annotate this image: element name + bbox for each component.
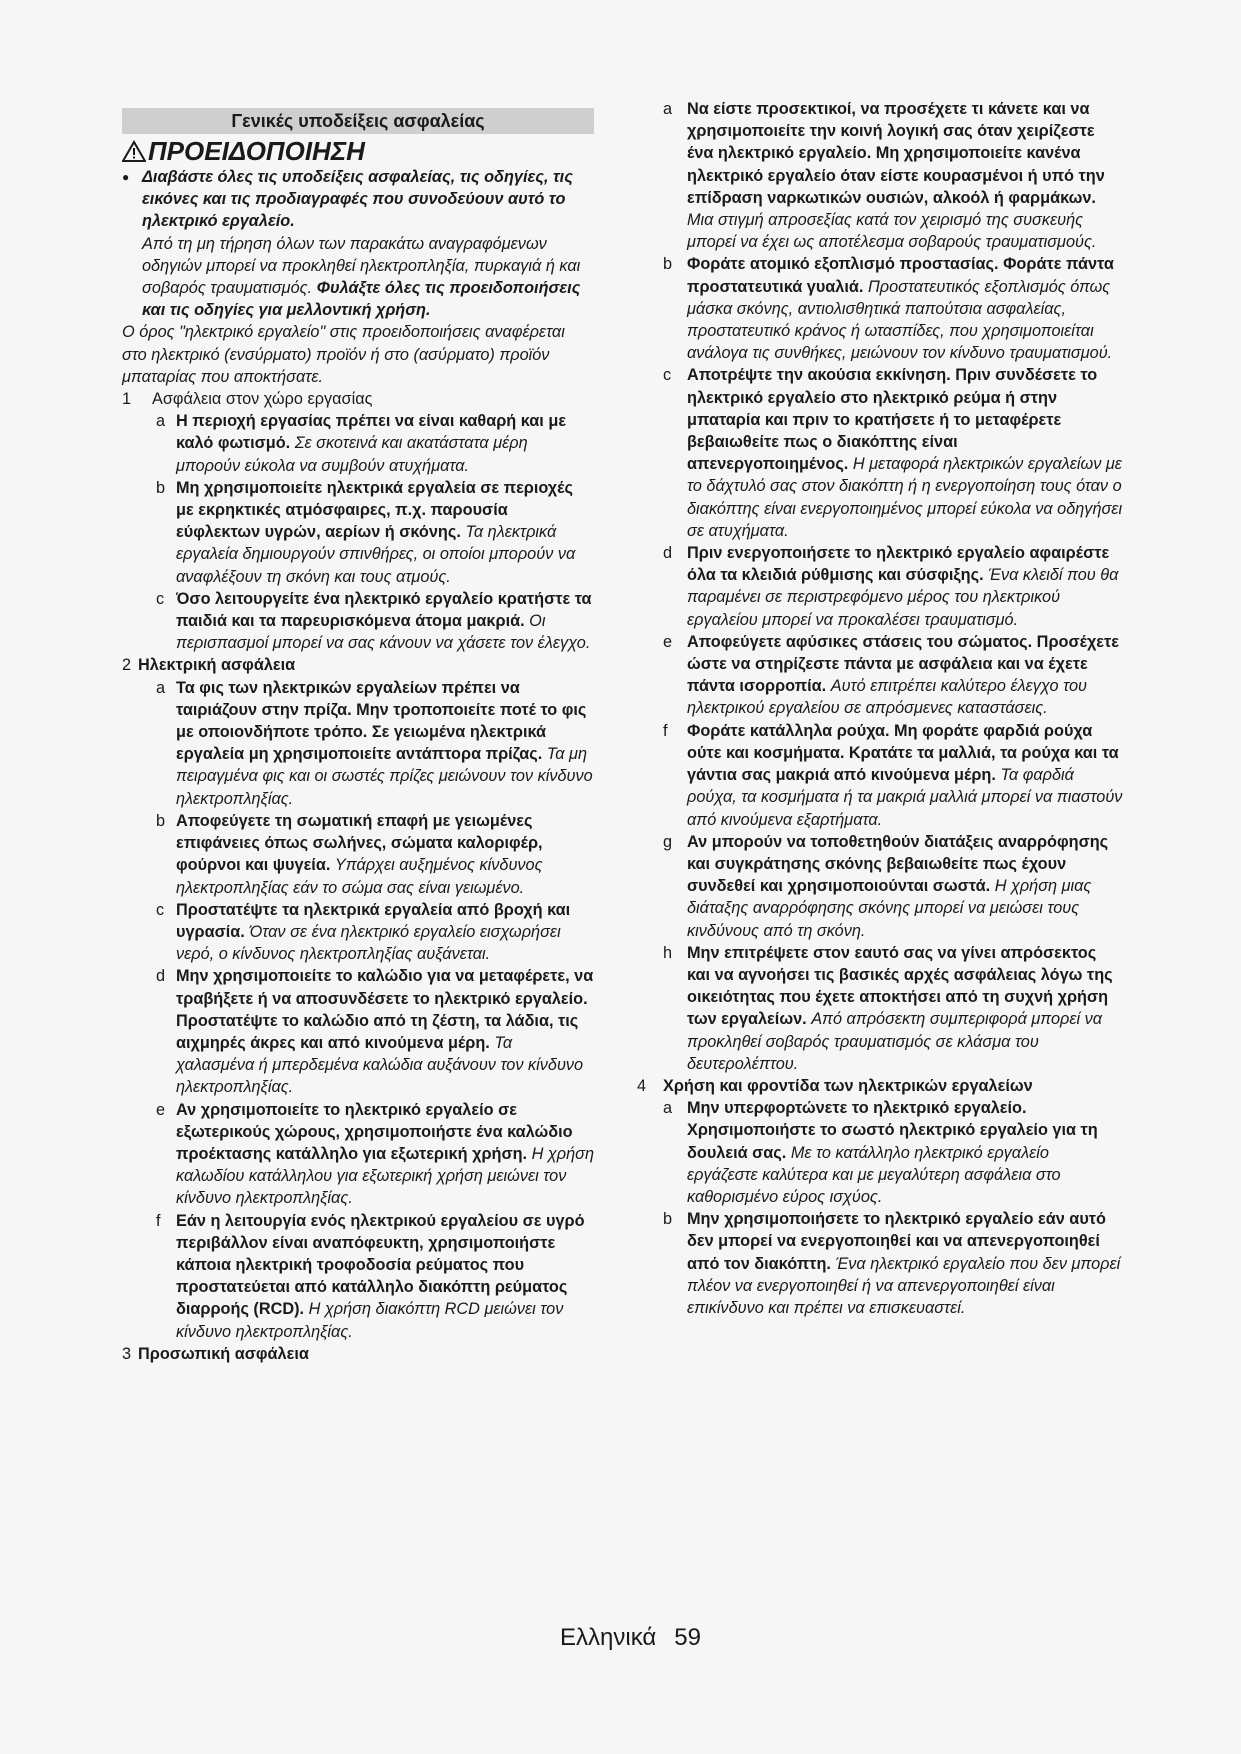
- s2-item-a: [122, 677, 594, 810]
- item-label: f: [156, 1211, 161, 1230]
- section-3-title: 3 Προσωπική ασφάλεια: [122, 1344, 309, 1363]
- item-label: a: [663, 1099, 673, 1118]
- item-label: c: [156, 589, 165, 608]
- section-4-items: [663, 1097, 1123, 1319]
- item-label: c: [156, 900, 165, 919]
- section-1-title: 1 Ασφάλεια στον χώρο εργασίας: [122, 390, 373, 409]
- item-label: b: [663, 255, 673, 274]
- item-label: a: [663, 100, 673, 118]
- item-text: Φοράτε ατομικό εξοπλισμό προστασίας. Φοράτε πάντα προστατευτικά γυαλιά. Προστατευτικός εξοπλισμός όπως μάσκα σκόνης, αντιολισθητικά παπούτσια ασφαλείας, προστατευτικό κράνος ή ωτασπίδες, που χρησιμοποιείται ανάλογα τις συνθήκες, μειώνουν τον κίνδυνο τραυματισμού.: [687, 255, 1114, 363]
- intro-bullet: ● Διαβάστε όλες τις υποδείξεις ασφαλείας, τις οδηγίες, τις εικόνες και τις προδιαγραφές που συνοδεύουν αυτό το ηλεκτρικό εργαλείο. Από τη μη τήρηση όλων των παρακάτω αναγραφόμενων οδηγιών μπορεί να προκληθεί ηλεκτροπληξία, πυρκαγιά ή και σοβαρός τραυματισμός. Φυλάξτε όλες τις προειδοποιήσεις και τις οδηγίες για μελλοντική χρήση.: [122, 166, 594, 321]
- page-footer: [560, 1624, 719, 1652]
- item-text: Μην επιτρέψετε στον εαυτό σας να γίνει απρόσεκτος και να αγνοήσει τις βασικές αρχές ασφάλειας λόγω της οικειότητας που έχετε αποκτήσει από τη συχνή χρήση των εργαλείων. Από απρόσεκτη συμπεριφορά μπορεί να προκληθεί σοβαρός τραυματισμός σε κλάσμα του δευτερολέπτου.: [687, 943, 1113, 1073]
- left-column: [122, 108, 594, 1365]
- s3-item-c: [663, 364, 1123, 542]
- s2-item-c: [122, 899, 594, 966]
- s1-item-b: [122, 477, 594, 588]
- item-label: f: [663, 721, 668, 740]
- item-text: Αποτρέψτε την ακούσια εκκίνηση. Πριν συνδέσετε το ηλεκτρικό εργαλείο στο ηλεκτρικό ρεύμα ή στην μπαταρία και πριν το κρατήσετε ή το μεταφέρετε βεβαιωθείτε πως ο διακόπτης είναι απενεργοποιημένος. Η μεταφορά ηλεκτρικών εργαλείων με το δάχτυλό σας στον διακόπτη ή η ενεργοποίηση τους όταν ο διακόπτης είναι ενεργοποιημένος μπορεί εύκολα να οδηγήσει σε ατυχήματα.: [687, 366, 1123, 540]
- item-label: a: [156, 678, 166, 697]
- s3-item-a: [663, 98, 1123, 253]
- item-label: c: [663, 366, 672, 385]
- s2-item-b: [122, 810, 594, 899]
- right-column: [637, 98, 1123, 1319]
- term-note: Ο όρος "ηλεκτρικό εργαλείο" στις προειδοποιήσεις αναφέρεται στο ηλεκτρικό (ενσύρματο) προϊόν ή στο (ασύρματο) προϊόν μπαταρίας που αποκτήσατε.: [122, 323, 565, 386]
- s3-item-f: [663, 720, 1123, 831]
- s3-item-g: [663, 831, 1123, 942]
- bullet-dot-icon: ●: [122, 170, 130, 184]
- item-text: Μη χρησιμοποιείτε ηλεκτρικά εργαλεία σε περιοχές με εκρηκτικές ατμόσφαιρες, π.χ. παρουσία εύφλεκτων υγρών, αερίων ή σκόνης. Τα ηλεκτρικά εργαλεία δημιουργούν σπινθήρες, οι οποίοι μπορούν να αναφλέξουν τη σκόνη και τους ατμούς.: [176, 478, 576, 586]
- section-heading: Γενικές υποδείξεις ασφαλείας: [122, 108, 594, 134]
- item-text: Αν χρησιμοποιείτε το ηλεκτρικό εργαλείο σε εξωτερικούς χώρους, χρησιμοποιήστε ένα καλώδιο προέκτασης κατάλληλο για εξωτερική χρήση. Η χρήση καλωδίου κατάλληλου για εξωτερική χρήση μειώνει τον κίνδυνο ηλεκτροπληξίας.: [176, 1100, 594, 1208]
- section-3-items: [663, 98, 1123, 1075]
- s4-item-b: [663, 1208, 1123, 1319]
- s3-item-d: [663, 542, 1123, 631]
- s3-item-e: [663, 631, 1123, 720]
- s2-item-e: [122, 1099, 594, 1210]
- warning-triangle-icon: [122, 140, 146, 162]
- item-label: d: [663, 544, 673, 563]
- item-text: Αποφεύγετε τη σωματική επαφή με γειωμένες επιφάνειες όπως σωλήνες, σώματα καλοριφέρ, φούρνοι και ψυγεία. Υπάρχει αυξημένος κίνδυνος ηλεκτροπληξίας εάν το σώμα σας είναι γειωμένο.: [176, 811, 543, 897]
- s1-item-c: [122, 588, 594, 655]
- s2-item-d: [122, 965, 594, 1098]
- item-text: Μην χρησιμοποιείτε το καλώδιο για να μεταφέρετε, να τραβήξετε ή να αποσυνδέσετε το ηλεκτρικό εργαλείο. Προστατέψτε το καλώδιο από τη ζέστη, τα λάδια, τις αιχμηρές άκρες και από κινούμενα μέρη. Τα χαλασμένα ή μπερδεμένα καλώδια αυξάνουν τον κίνδυνο ηλεκτροπληξίας.: [176, 967, 594, 1097]
- section-4-title: 4 Χρήση και φροντίδα των ηλεκτρικών εργαλείων: [637, 1076, 1033, 1095]
- s4-item-a: [663, 1097, 1123, 1208]
- page-number: 59: [674, 1624, 701, 1651]
- item-label: b: [663, 1210, 673, 1229]
- item-text: Τα φις των ηλεκτρικών εργαλείων πρέπει να ταιριάζουν στην πρίζα. Μην τροποποιείτε ποτέ το φις με οποιονδήποτε τρόπο. Σε γειωμένα ηλεκτρικά εργαλεία μη χρησιμοποιείτε αντάπτορα πρίζας. Τα μη πειραγμένα φις και οι σωστές πρίζες μειώνουν τον κίνδυνο ηλεκτροπληξίας.: [176, 678, 593, 808]
- item-text: Πριν ενεργοποιήσετε το ηλεκτρικό εργαλείο αφαιρέστε όλα τα κλειδιά ρύθμισης και σύσφιξης. Ένα κλειδί που θα παραμένει σε περιστρεφόμενο μέρος του ηλεκτρικού εργαλείου μπορεί να προκαλέσει τραυματισμό.: [687, 544, 1119, 629]
- section-2-items: [122, 677, 594, 1343]
- item-label: b: [156, 478, 166, 497]
- item-label: a: [156, 412, 166, 431]
- warning-title: ΠΡΟΕΙΔΟΠΟΙΗΣΗ: [122, 136, 594, 166]
- item-label: g: [663, 832, 673, 851]
- item-text: Όσο λειτουργείτε ένα ηλεκτρικό εργαλείο κρατήστε τα παιδιά και τα παρευρισκόμενα άτομα μακριά. Οι περισπασμοί μπορεί να σας κάνουν να χάσετε τον έλεγχο.: [176, 589, 592, 653]
- item-text: Αν μπορούν να τοποθετηθούν διατάξεις αναρρόφησης και συγκράτησης σκόνης βεβαιωθείτε πως έχουν συνδεθεί και χρησιμοποιούνται σωστά. Η χρήση μιας διάταξης αναρρόφησης σκόνης μπορεί να μειώσει τους κινδύνους από τη σκόνη.: [687, 832, 1109, 940]
- s3-item-h: [663, 942, 1123, 1075]
- section-2-title: 2 Ηλεκτρική ασφάλεια: [122, 656, 296, 675]
- item-text: Εάν η λειτουργία ενός ηλεκτρικού εργαλείου σε υγρό περιβάλλον είναι αναπόφευκτη, χρησιμοποιήστε κάποια ηλεκτρική τροφοδοσία ρεύματος που προστατεύεται από κατάλληλο διακόπτη ρεύματος διαρροής (RCD). Η χρήση διακόπτη RCD μειώνει τον κίνδυνο ηλεκτροπληξίας.: [176, 1211, 585, 1341]
- item-text: Φοράτε κατάλληλα ρούχα. Μη φοράτε φαρδιά ρούχα ούτε και κοσμήματα. Κρατάτε τα μαλλιά, τα ρούχα και τα γάντια σας μακριά από κινούμενα μέρη. Τα φαρδιά ρούχα, τα κοσμήματα ή τα μακριά μαλλιά μπορεί να πιαστούν από κινούμενα εξαρτήματα.: [687, 721, 1123, 829]
- item-label: e: [663, 632, 673, 651]
- s2-item-f: [122, 1210, 594, 1343]
- footer-language: Ελληνικά: [560, 1624, 657, 1651]
- item-text: Αποφεύγετε αφύσικες στάσεις του σώματος. Προσέχετε ώστε να στηρίζεστε πάντα με ασφάλεια και να έχετε πάντα ισορροπία. Αυτό επιτρέπει καλύτερο έλεγχο του ηλεκτρικού εργαλείου σε απρόσμενες καταστάσεις.: [687, 632, 1120, 718]
- item-label: d: [156, 967, 166, 986]
- s1-item-a: [122, 410, 594, 477]
- section-1-items: [122, 410, 594, 654]
- item-label: e: [156, 1100, 166, 1119]
- s3-item-b: [663, 253, 1123, 364]
- item-label: b: [156, 811, 166, 830]
- item-text: Να είστε προσεκτικοί, να προσέχετε τι κάνετε και να χρησιμοποιείτε την κοινή λογική σας όταν χειρίζεστε ένα ηλεκτρικό εργαλείο. Μη χρησιμοποιείτε κανένα ηλεκτρικό εργαλείο όταν είστε κουρασμένοι ή υπό την επίδραση ναρκωτικών ουσιών, αλκοόλ ή φαρμάκων. Μια στιγμή απροσεξίας κατά τον χειρισμό της συσκευής μπορεί να έχει ως αποτέλεσμα σοβαρούς τραυματισμούς.: [687, 100, 1105, 252]
- item-label: h: [663, 943, 673, 962]
- item-text: Η περιοχή εργασίας πρέπει να είναι καθαρή και με καλό φωτισμό. Σε σκοτεινά και ακατάστατα μέρη μπορούν εύκολα να συμβούν ατυχήματα.: [176, 412, 567, 475]
- item-text: Μην υπερφορτώνετε το ηλεκτρικό εργαλείο. Χρησιμοποιήστε το σωστό ηλεκτρικό εργαλείο για τη δουλειά σας. Με το κατάλληλο ηλεκτρικό εργαλείο εργάζεστε καλύτερα και με μεγαλύτερη ασφάλεια στο καθορισμένο εύρος ισχύος.: [687, 1099, 1098, 1206]
- item-text: Προστατέψτε τα ηλεκτρικά εργαλεία από βροχή και υγρασία. Όταν σε ένα ηλεκτρικό εργαλείο εισχωρήσει νερό, ο κίνδυνος ηλεκτροπληξίας αυξάνεται.: [176, 900, 571, 964]
- item-text: Μην χρησιμοποιήσετε το ηλεκτρικό εργαλείο εάν αυτό δεν μπορεί να ενεργοποιηθεί και να απενεργοποιηθεί από τον διακόπτη. Ένα ηλεκτρικό εργαλείο που δεν μπορεί πλέον να ενεργοποιηθεί ή να απενεργοποιηθεί είναι επικίνδυνο και πρέπει να επισκευαστεί.: [687, 1210, 1121, 1317]
